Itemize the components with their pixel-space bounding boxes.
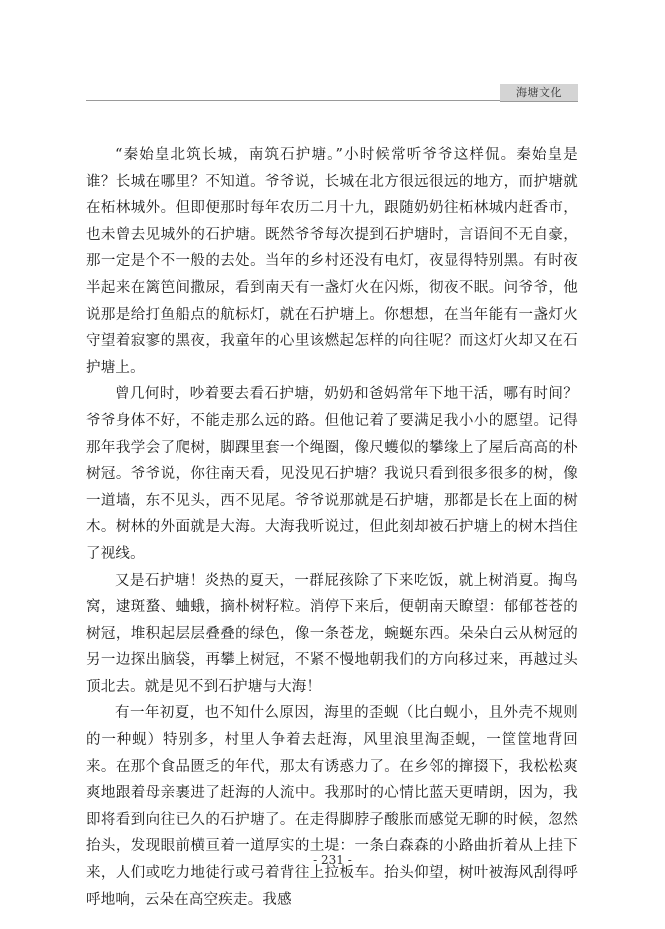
page-number: - 231 -: [313, 853, 352, 867]
paragraph-3: 又是石护塘！炎热的夏天，一群屁孩除了下来吃饭，就上树消夏。掏鸟窝，逮斑蝥、蛐蛾，摘朴树籽粒。消停下来后，便朝南天瞭望：郁郁苍苍的树冠，堆积起层层叠叠的绿色，像一条苍龙，蜿蜒东西。朵朵白云从树冠的另一边探出脑袋，再攀上树冠，不紧不慢地朝我们的方向移过来，再越过头顶北去。就是见不到石护塘与大海！: [86, 572, 578, 695]
article-body: [86, 142, 578, 913]
section-label: 海塘文化: [500, 84, 578, 102]
paragraph-1: “秦始皇北筑长城，南筑石护塘。”小时候常听爷爷这样侃。秦始皇是谁？长城在哪里？不知道。爷爷说，长城在北方很远很远的地方，而护塘就在柘林城外。但即便那时每年农历二月十九，跟随奶奶往柘林城内赶香市，也未曾去见城外的石护塘。既然爷爷每次提到石护塘时，言语间不无自豪，那一定是个不一般的去处。当年的乡村还没有电灯，夜显得特别黑。有时夜半起来在篱笆间撒尿，看到南天有一盏灯火在闪烁，彻夜不眠。问爷爷，他说那是给打鱼船点的航标灯，就在石护塘上。你想想，在当年能有一盏灯火守望着寂寥的黑夜，我童年的心里该燃起怎样的向往呢？而这灯火却又在石护塘上。: [86, 147, 578, 376]
paragraph-4: 有一年初夏，也不知什么原因，海里的歪蚬（比白蚬小，且外壳不规则的一种蚬）特别多，村里人争着去赶海，风里浪里淘歪蚬，一筐筐地背回来。在那个食品匮乏的年代，那太有诱惑力了。在乡邻的撺掇下，我松松爽爽地跟着母亲裹进了赶海的人流中。我那时的心情比蓝天更晴朗，因为，我即将看到向往已久的石护塘了。在走得脚脖子酸胀而感觉无聊的时候，忽然抬头，发现眼前横亘着一道厚实的土堤：一条白森森的小路曲折着从上挂下来，人们或吃力地徒行或弓着背往上拉板车。抬头仰望，树叶被海风刮得呼呼地响，云朵在高空疾走。我感: [86, 705, 578, 908]
paragraph-2: 曾几何时，吵着要去看石护塘，奶奶和爸妈常年下地干活，哪有时间？爷爷身体不好，不能走那么远的路。但他记着了要满足我小小的愿望。记得那年我学会了爬树，脚踝里套一个绳圈，像尺蠖似的攀缘上了屋后高高的朴树冠。爷爷说，你往南天看，见没见石护塘？我说只看到很多很多的树，像一道墙，东不见头，西不见尾。爷爷说那就是石护塘，那都是长在上面的树木。树林的外面就是大海。大海我听说过，但此刻却被石护塘上的树木挡住了视线。: [86, 386, 578, 562]
